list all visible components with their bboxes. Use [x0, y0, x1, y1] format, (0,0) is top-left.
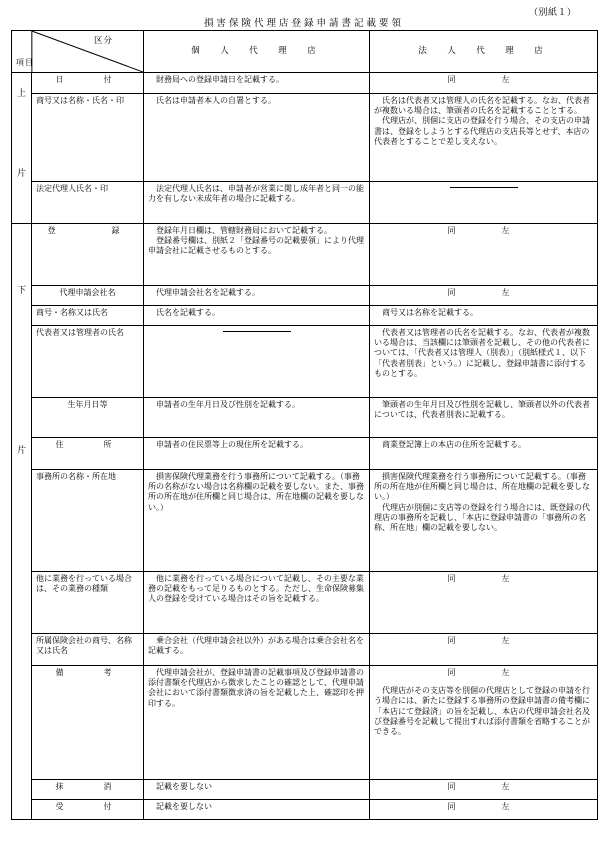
item-cell: 代表者又は管理者の氏名: [32, 326, 144, 398]
corporate-cell: 同 左: [370, 780, 598, 800]
lower-side-label: 下 片: [12, 224, 32, 820]
individual-cell: 氏名は申請者本人の自署とする。: [144, 94, 370, 182]
individual-cell: 氏名を記載する。: [144, 306, 370, 326]
table-row: [12, 306, 598, 326]
corporate-cell: 損害保険代理業務を行う事務所について記載する。（事務所の所在地が住所欄と同じ場合は、所在地欄の記載を要しない。） 代理店が別個に支店等の登録を行う場合には、既登録の代理店の事務所を記載し、「本店に登録申請書の「事務所の名称、所在地」欄の記載を要しない。: [370, 470, 598, 572]
table-row: [12, 572, 598, 634]
corporate-cell: 同 左: [370, 800, 598, 820]
individual-cell: 代理申請会社名を記載する。: [144, 286, 370, 306]
attachment-label: （別紙１）: [529, 8, 577, 18]
table-row: [12, 326, 598, 398]
not-applicable-dash: [450, 187, 518, 188]
header-corporate: 法 人 代 理 店: [370, 31, 598, 73]
corporate-cell: 同 左: [370, 286, 598, 306]
table-row: [12, 224, 598, 286]
individual-cell: 財務局への登録申請日を記載する。: [144, 73, 370, 94]
individual-cell: 記載を要しない: [144, 800, 370, 820]
item-cell: 他に業務を行っている場合は、その業務の種類: [32, 572, 144, 634]
division-label: 区分: [93, 36, 113, 46]
corporate-cell: [370, 182, 598, 224]
item-cell: 住 所: [32, 438, 144, 470]
table-row: [12, 438, 598, 470]
requirements-table: [11, 30, 598, 820]
item-cell: 商号・名称又は氏名: [32, 306, 144, 326]
header-individual: 個 人 代 理 店: [144, 31, 370, 73]
individual-cell: 代理申請会社が、登録申請書の記載事項及び登録申請書の添付書類を代理店から徴求したことの確認として、代理申請会社において添付書類徴求済の旨を記載した上、確認印を押印する。: [144, 666, 370, 780]
item-cell: 抹 消: [32, 780, 144, 800]
item-cell: 備 考: [32, 666, 144, 780]
item-cell: 所属保険会社の商号、名称又は氏名: [32, 634, 144, 666]
individual-cell: 他に業務を行っている場合について記載し、その主要な業務の記載をもって足りるものとする。ただし、生命保険募集人の登録を受けている場合はその旨を記載する。: [144, 572, 370, 634]
table-row: [12, 666, 598, 780]
header-diagonal-cell: [12, 31, 144, 73]
item-cell: 生年月日等: [32, 398, 144, 438]
item-cell: 日 付: [32, 73, 144, 94]
table-row: [12, 94, 598, 182]
corporate-cell: 同 左: [370, 224, 598, 286]
individual-cell: 申請者の住民票等上の現住所を記載する。: [144, 438, 370, 470]
individual-cell: 乗合会社（代理申請会社以外）がある場合は乗合会社名を記載する。: [144, 634, 370, 666]
item-cell: 商号又は名称・氏名・印: [32, 94, 144, 182]
corporate-cell: 代表者又は管理者の氏名を記載する。なお、代表者が複数いる場合は、当該欄には筆頭者を記載し、その他の代表者については、「代表者又は管理人（別表）」（別紙様式１、以下「代表者別表」という。）に記載し、登録申請書に添付するものとする。: [370, 326, 598, 398]
table-row: [12, 286, 598, 306]
corporate-cell: 筆頭者の生年月日及び性別を記載し、筆頭者以外の代表者については、代表者別表に記載する。: [370, 398, 598, 438]
table-row: [12, 398, 598, 438]
corporate-cell: 商業登記簿上の本店の住所を記載する。: [370, 438, 598, 470]
item-cell: 受 付: [32, 800, 144, 820]
individual-cell: [144, 326, 370, 398]
corporate-cell: 同 左: [370, 572, 598, 634]
individual-cell: 申請者の生年月日及び性別を記載する。: [144, 398, 370, 438]
item-cell: 事務所の名称・所在地: [32, 470, 144, 572]
corporate-cell: 同 左 代理店がその支店等を別個の代理店として登録の申請を行う場合には、新たに登録する事務所の登録申請書の備考欄に「本店にて登録済」の旨を記載し、本店の代理申請会社名及び登録番号を記載して提出すれば添付書類を省略することができる。: [370, 666, 598, 780]
item-cell: 法定代理人氏名・印: [32, 182, 144, 224]
table-row: [12, 470, 598, 572]
individual-cell: 法定代理人氏名は、申請者が営業に関し成年者と同一の能力を有しない未成年者の場合に記載する。: [144, 182, 370, 224]
not-applicable-dash: [223, 331, 291, 332]
header-row: [12, 31, 598, 73]
upper-side-label: 上 片: [12, 73, 32, 224]
item-cell: 代理申請会社名: [32, 286, 144, 306]
table-row: [12, 634, 598, 666]
table-row: [12, 800, 598, 820]
individual-cell: 記載を要しない: [144, 780, 370, 800]
individual-cell: 損害保険代理業務を行う事務所について記載する。（事務所の名称がない場合は名称欄の記載を要しない。また、事務所の所在地が住所欄と同じ場合は、所在地欄の記載を要しない。）: [144, 470, 370, 572]
table-row: [12, 73, 598, 94]
corporate-cell: 同 左: [370, 634, 598, 666]
item-cell: 登 録: [32, 224, 144, 286]
corporate-cell: 商号又は名称を記載する。: [370, 306, 598, 326]
table-row: [12, 182, 598, 224]
table-row: [12, 780, 598, 800]
corporate-cell: 同 左: [370, 73, 598, 94]
individual-cell: 登録年月日欄は、管轄財務局において記載する。 登録番号欄は、別紙２「登録番号の記載要領」により代理申請会社に記載させるものとする。: [144, 224, 370, 286]
item-label: 項目: [16, 57, 34, 67]
corporate-cell: 氏名は代表者又は管理人の氏名を記載する。なお、代表者が複数いる場合は、筆頭者の氏名を記載することとする。 代理店が、別個に支店の登録を行う場合、その支店の申請書は、登録をしようとする代理店の支店長等とせず、本店の代表者とすることで差し支えない。: [370, 94, 598, 182]
document-title: 損害保険代理店登録申請書記載要領: [203, 18, 404, 29]
